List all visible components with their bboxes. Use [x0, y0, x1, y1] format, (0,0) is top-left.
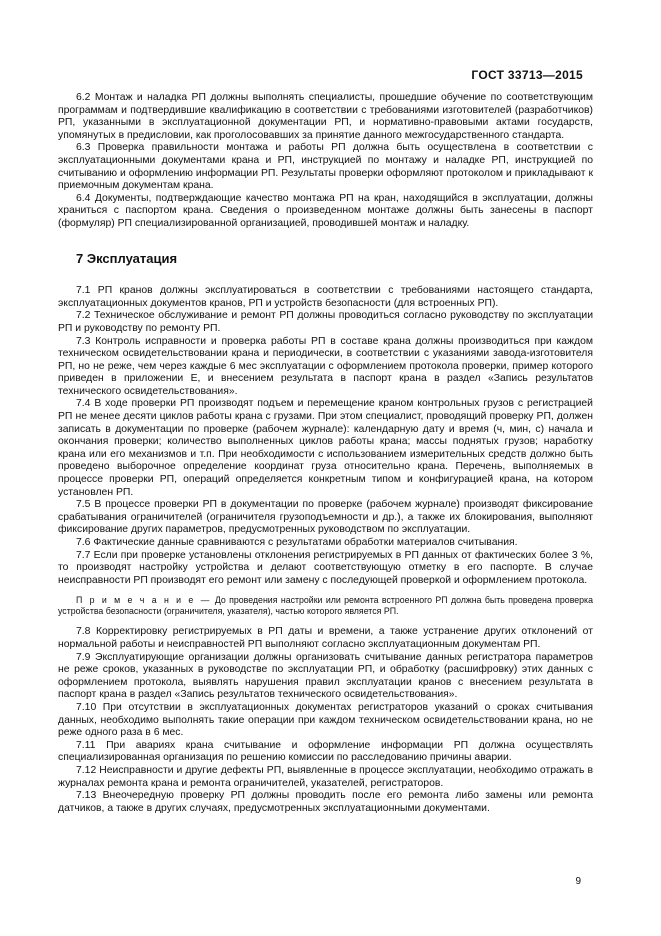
note-label: П р и м е ч а н и е —	[76, 595, 212, 606]
paragraph-7-1: 7.1 РП кранов должны эксплуатироваться в соответствии с требованиями настоящего стандарта, эксплуатационных документов кранов, РП и устройств безопасности (для встроенных РП).	[58, 285, 593, 309]
paragraph-7-13: 7.13 Внеочередную проверку РП должны проводить после его ремонта либо замены или ремонта датчиков, а также в других случаях, предусмотренных эксплуатационными документами.	[58, 790, 593, 814]
paragraph-7-8: 7.8 Корректировку регистрируемых в РП даты и времени, а также устранение других отклонений от нормальной работы и неисправностей РП выполняют согласно эксплуатационным документам РП.	[58, 626, 593, 650]
paragraph-6-4: 6.4 Документы, подтверждающие качество монтажа РП на кран, находящийся в эксплуатации, должны храниться с паспортом крана. Сведения о произведенном монтаже должны быть занесены в паспорт (формуляр) РП специализированной организацией, проводившей монтаж и наладку.	[58, 192, 593, 229]
paragraph-7-4: 7.4 В ходе проверки РП производят подъем и перемещение краном контрольных грузов с регистрацией РП не менее десяти циклов работы крана с грузами. При этом специалист, проводящий проверку РП, должен записать в документации по проверке (рабочем журнале): календарную дату и время (ч, мин, с) начала и окончания проверки; количество выполненных циклов работы крана; массы поднятых грузов; наработку крана или его механизмов и т.п. При необходимости с использованием измерительных средств должно быть проведено выборочное определение координат груза относительно крана. Перечень, выполняемых в процессе проверки РП, операций определяется конкретным типом и конфигурацией крана, на котором установлен РП.	[58, 398, 593, 498]
paragraph-7-10: 7.10 При отсутствии в эксплуатационных документах регистраторов указаний о сроках считывания данных, необходимо выполнять такие операции при каждом техническом освидетельствовании крана, но не реже одного раза в 6 мес.	[58, 701, 593, 739]
paragraph-7-6: 7.6 Фактические данные сравниваются с результатами обработки материалов считывания.	[76, 537, 518, 548]
section-7-heading: 7 Эксплуатация	[76, 250, 178, 266]
paragraph-6-2: 6.2 Монтаж и наладка РП должны выполнять специалисты, прошедшие обучение по соответствующим программам и подтвердившие квалификацию в соответствии с требованиями изготовителей (разработчиков) РП, указанными в эксплуатационной документации РП, и нормативно-правовыми актами государств, упомянутых в предисловии, как проголосовавших за принятие данного межгосударственного стандарта.	[58, 92, 593, 141]
paragraph-7-12: 7.12 Неисправности и другие дефекты РП, выявленные в процессе эксплуатации, необходимо отражать в журналах ремонта крана и ремонта ограничителей, указателей, регистраторов.	[58, 764, 593, 789]
document-body	[58, 92, 593, 815]
paragraph-7-3: 7.3 Контроль исправности и проверка работы РП в составе крана должны производиться при каждом техническом освидетельствовании крана и периодически, в соответствии с указаниями завода-изготовителя РП, но не реже, чем через каждые 6 мес эксплуатации с оформлением протокола проверки, пример которого приведен в приложении Е, и внесением результата в паспорт крана в раздел «Запись результатов технического освидетельствования».	[58, 335, 593, 397]
paragraph-7-11: 7.11 При авариях крана считывание и оформление информации РП должна осуществлять специализированная организация по решению комиссии по расследованию причины аварии.	[58, 739, 593, 764]
note	[58, 595, 593, 617]
paragraph-7-2: 7.2 Техническое обслуживание и ремонт РП должны проводиться согласно руководству по эксплуатации РП и руководству по ремонту РП.	[58, 310, 593, 334]
paragraph-7-5: 7.5 В процессе проверки РП в документации по проверке (рабочем журнале) производят фиксирование срабатывания ограничителей (ограничителя грузоподъемности и др.), а также их блокирования, выполняют фиксирование других параметров, предусмотренных руководством по эксплуатации.	[58, 499, 593, 536]
page-number: 9	[575, 876, 581, 887]
paragraph-7-9: 7.9 Эксплуатирующие организации должны организовать считывание данных регистратора параметров не реже сроков, указанных в руководстве по эксплуатации РП, и обработку (расшифровку) этих данных с оформлением протокола, выявлять нарушения правил эксплуатации кранов с внесением результата в паспорт крана в раздел «Запись результатов технического освидетельствования».	[58, 651, 593, 701]
document-code-header: ГОСТ 33713—2015	[471, 68, 583, 82]
note-text: До проведения настройки или ремонта встроенного РП должна быть проведена проверка устройства безопасности (ограничителя, указателя), частью которого является РП.	[58, 595, 593, 617]
paragraph-6-3: 6.3 Проверка правильности монтажа и работы РП должна быть осуществлена в соответствии с эксплуатационными документами крана и РП, инструкцией по монтажу и наладке РП, инструкцией по считыванию и оформлению информации РП. Результаты проверки оформляют протоколом и прикладывают к приемочным документам крана.	[58, 142, 593, 192]
paragraph-7-7: 7.7 Если при проверке установлены отклонения регистрируемых в РП данных от фактических более 3 %, то производят настройку устройства и делают соответствующую отметку в его паспорте. В случае неисправности РП производят его ремонт или замену с последующей проверкой и оформлением протокола.	[58, 549, 593, 586]
